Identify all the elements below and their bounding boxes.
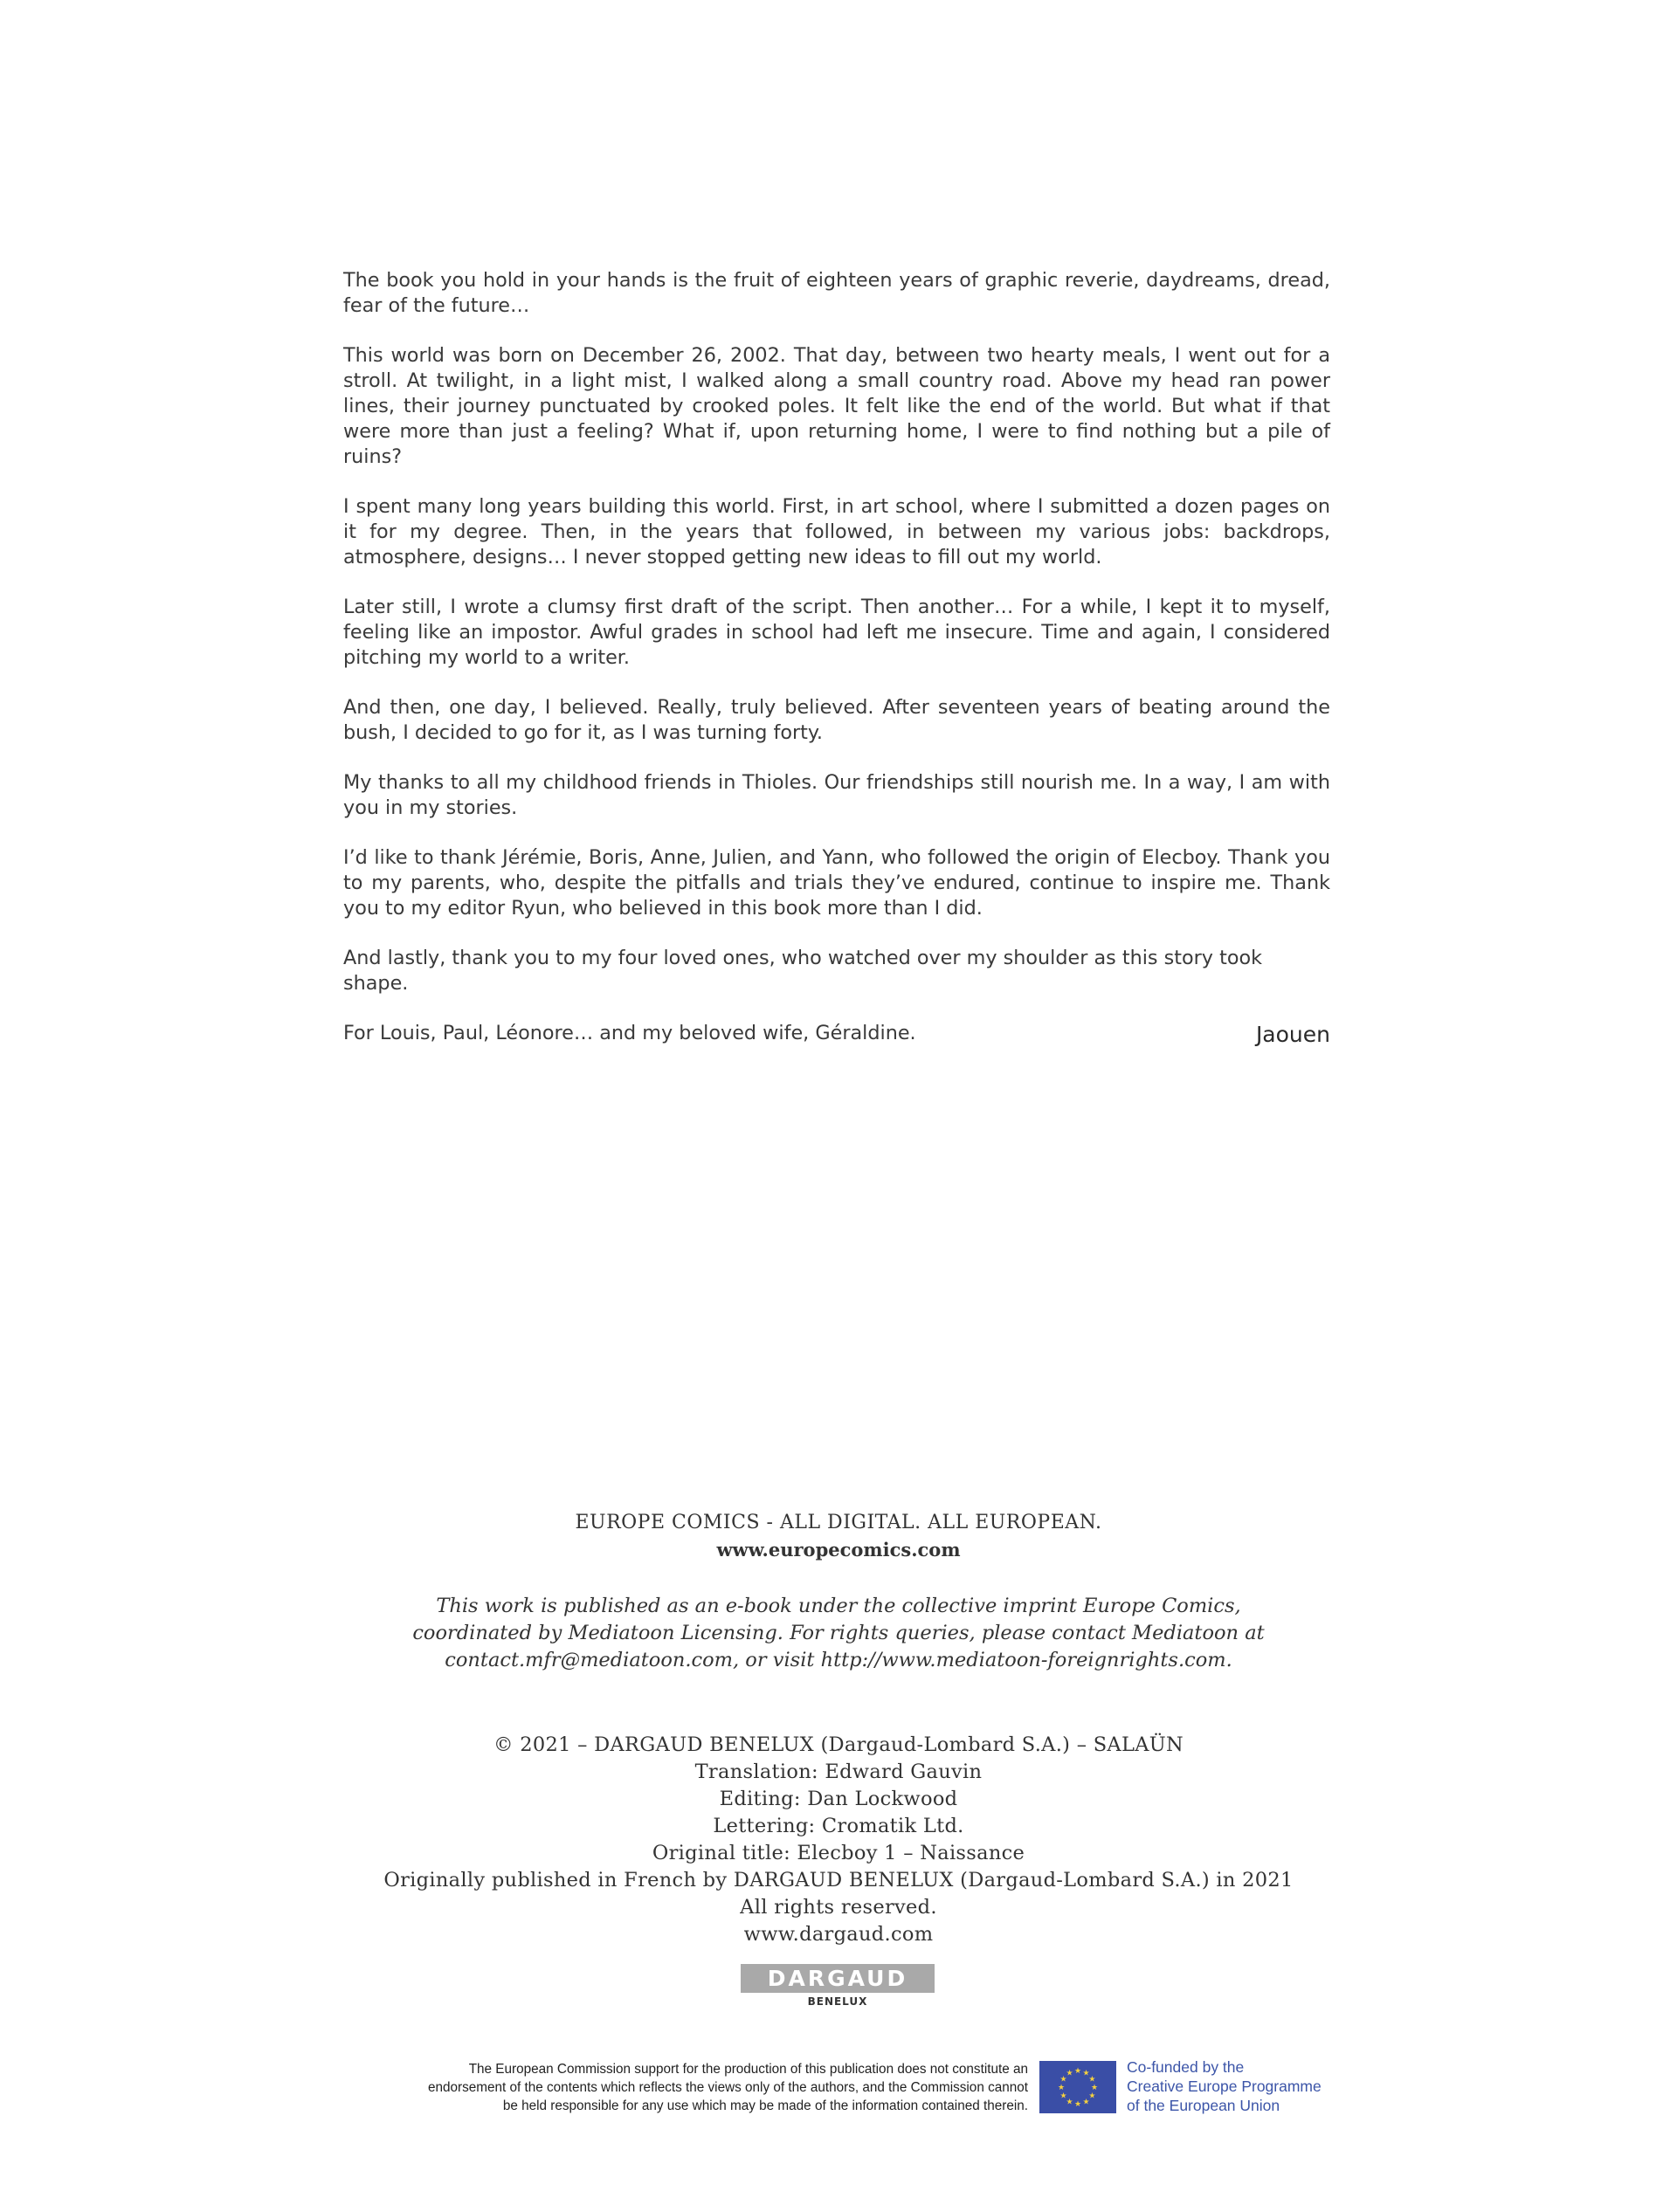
afterword-paragraph: Later still, I wrote a clumsy first draft of the script. Then another… For a while, I kept it to myself, feeling like an impostor. Awful grades in school had left me insecure. Time and again, I considered pitching my world to a writer. <box>343 596 1330 669</box>
afterword-paragraph: The book you hold in your hands is the fruit of eighteen years of graphic reverie, daydreams, dread, fear of the future… <box>343 269 1330 317</box>
credit-line: Editing: Dan Lockwood <box>719 1788 958 1810</box>
eu-star-icon: ★ <box>1073 2099 1082 2108</box>
credit-line: Original title: Elecboy 1 – Naissance <box>652 1842 1025 1864</box>
eu-star-icon: ★ <box>1066 2097 1073 2106</box>
afterword-text <box>343 268 1330 1071</box>
eu-flag-icon <box>1039 2061 1116 2113</box>
publisher-website: www.dargaud.com <box>743 1923 934 1946</box>
afterword-paragraph: And lastly, thank you to my four loved ones, who watched over my shoulder as this story took shape. <box>343 947 1263 995</box>
dargaud-logo-subtitle: BENELUX <box>807 1995 868 2008</box>
afterword-paragraph: And then, one day, I believed. Really, truly believed. After seventeen years of beating around the bush, I decided to go for it, as I was turning forty. <box>343 696 1330 744</box>
copyright-line: © 2021 – DARGAUD BENELUX (Dargaud-Lombard S.A.) – SALAÜN <box>493 1733 1184 1756</box>
eu-star-icon: ★ <box>1082 2097 1090 2106</box>
cofunded-label <box>1127 2057 1354 2115</box>
colophon-header <box>314 1509 1363 1563</box>
afterword-paragraph: This world was born on December 26, 2002. That day, between two hearty meals, I went out for a stroll. At twilight, in a light mist, I walked along a small country road. Above my head ran power lines, their journey punctuated by crooked poles. It felt like the end of the world. But what if that were more than just a feeling? What if, upon returning home, I were to find nothing but a pile of ruins? <box>343 344 1330 468</box>
note-line: coordinated by Mediatoon Licensing. For rights queries, please contact Mediatoon at <box>412 1622 1265 1644</box>
eu-star-icon: ★ <box>1059 2074 1067 2084</box>
eu-star-icon: ★ <box>1057 2083 1066 2091</box>
eu-star-icon: ★ <box>1088 2074 1096 2084</box>
imprint-tagline: EUROPE COMICS - ALL DIGITAL. ALL EUROPEAN. <box>575 1512 1102 1533</box>
credit-line: Translation: Edward Gauvin <box>694 1761 983 1783</box>
cofunded-line: Creative Europe Programme <box>1127 2078 1322 2095</box>
dargaud-logo: DARGAUD <box>741 1964 935 1993</box>
eu-star-icon: ★ <box>1088 2091 1096 2100</box>
cofunded-line: Co-funded by the <box>1127 2058 1245 2076</box>
cofunded-line: of the European Union <box>1127 2097 1280 2114</box>
publication-note <box>314 1593 1363 1674</box>
eu-star-icon: ★ <box>1059 2091 1067 2100</box>
eu-star-icon: ★ <box>1073 2066 1082 2075</box>
afterword-paragraph: I’d like to thank Jérémie, Boris, Anne, Julien, and Yann, who followed the origin of Elecboy. Thank you to my parents, who, despite the pitfalls and trials they’ve endured, continue to inspire me. Thank you to my editor Ryun, who believed in this book more than I did. <box>343 846 1330 920</box>
credits-block <box>314 1732 1363 1948</box>
note-line: contact.mfr@mediatoon.com, or visit http://www.mediatoon-foreignrights.com. <box>445 1649 1232 1671</box>
eu-disclaimer <box>323 2060 1028 2115</box>
credit-line: All rights reserved. <box>740 1896 937 1919</box>
eu-star-icon: ★ <box>1090 2083 1099 2091</box>
afterword-dedication: For Louis, Paul, Léonore… and my beloved wife, Géraldine. <box>343 1022 916 1044</box>
disclaimer-line: The European Commission support for the production of this publication does not constitute an <box>468 2062 1028 2077</box>
afterword-paragraph: I spent many long years building this world. First, in art school, where I submitted a dozen pages on it for my degree. Then, in the years that followed, in between my various jobs: backdrops, atmosphere, designs… I never stopped getting new ideas to fill out my world. <box>343 495 1330 569</box>
disclaimer-line: be held responsible for any use which may be made of the information contained therein. <box>502 2098 1028 2113</box>
credit-line: Lettering: Cromatik Ltd. <box>713 1815 964 1837</box>
disclaimer-line: endorsement of the contents which reflects the views only of the authors, and the Commission cannot <box>427 2080 1028 2095</box>
eu-star-icon: ★ <box>1082 2068 1090 2078</box>
note-line: This work is published as an e-book under the collective imprint Europe Comics, <box>436 1595 1241 1617</box>
author-signature: Jaouen <box>1255 1022 1330 1047</box>
eu-star-icon: ★ <box>1066 2068 1073 2078</box>
afterword-paragraph: My thanks to all my childhood friends in Thioles. Our friendships still nourish me. In a way, I am with you in my stories. <box>343 771 1330 819</box>
imprint-website: www.europecomics.com <box>716 1539 961 1561</box>
credit-line: Originally published in French by DARGAUD BENELUX (Dargaud-Lombard S.A.) in 2021 <box>383 1869 1294 1892</box>
